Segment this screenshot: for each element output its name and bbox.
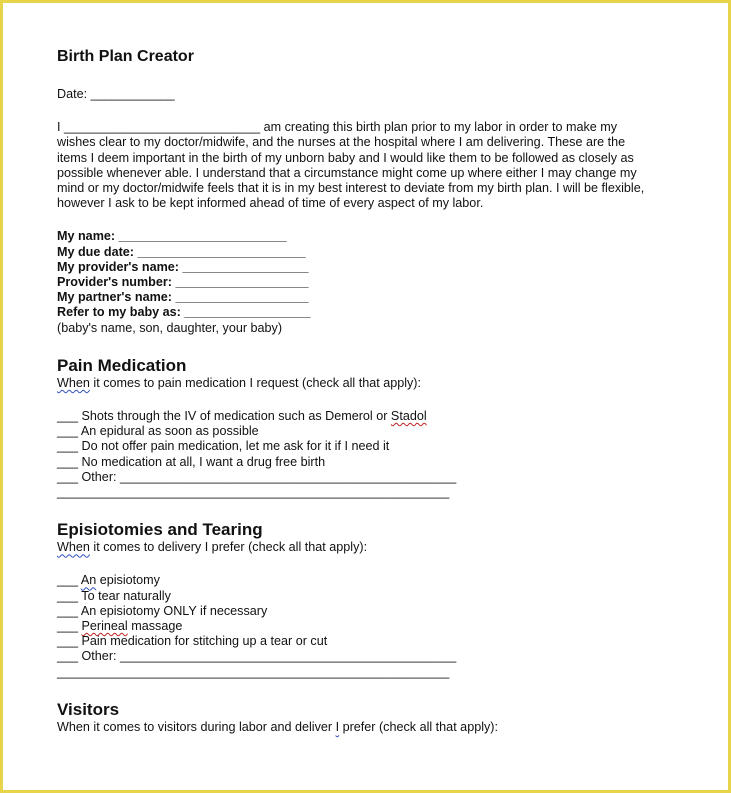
provider-number-field: Provider's number: ___________________ — [57, 275, 309, 290]
prompt-word: When — [57, 375, 90, 390]
pain-medication-heading: Pain Medication — [57, 355, 187, 375]
prompt-rest: it comes to pain medication I request (check all that apply): — [89, 375, 422, 390]
visitors-section — [57, 700, 709, 735]
document-title: Birth Plan Creator — [57, 48, 194, 65]
prompt-word: I — [335, 719, 340, 734]
episiotomy-extra-line: ________________________________________________________ — [57, 664, 450, 679]
name-field: My name: ________________________ — [57, 229, 287, 244]
prompt-word: When — [57, 540, 90, 555]
pain-option-drug-free: ___ No medication at all, I want a drug free birth — [57, 454, 326, 469]
option-tail: Stadol — [390, 409, 427, 424]
episiotomy-option-massage — [57, 619, 709, 634]
episiotomy-heading: Episiotomies and Tearing — [57, 520, 263, 540]
personal-info-fields — [57, 229, 709, 335]
episiotomy-option-tear: ___ To tear naturally — [57, 588, 171, 603]
prompt-rest: prefer (check all that apply): — [339, 719, 498, 734]
episiotomy-option-other: ___ Other: ________________________________________________ — [57, 649, 457, 664]
pain-extra-line: ________________________________________________________ — [57, 485, 450, 500]
pain-option-other: ___ Other: ________________________________________________ — [57, 469, 457, 484]
prompt-start: When it comes to visitors during labor and deliver — [57, 719, 336, 734]
visitors-prompt — [57, 720, 709, 735]
episiotomy-options — [57, 573, 709, 679]
pain-medication-section — [57, 356, 709, 500]
option-blank: ___ — [57, 619, 82, 634]
partner-name-field: My partner's name: ___________________ — [57, 290, 309, 305]
provider-name-field: My provider's name: __________________ — [57, 259, 309, 274]
birth-plan-document — [57, 47, 709, 735]
option-rest: massage — [127, 619, 183, 634]
option-blank: ___ — [57, 573, 81, 588]
baby-reference-field: Refer to my baby as: __________________ — [57, 305, 311, 320]
pain-option-iv — [57, 409, 709, 424]
episiotomy-section — [57, 520, 709, 680]
option-word: An — [80, 573, 97, 588]
episiotomy-option-if-necessary: ___ An episiotomy ONLY if necessary — [57, 603, 268, 618]
option-text: ___ Shots through the IV of medication such as Demerol or — [57, 409, 391, 424]
pain-options — [57, 409, 709, 500]
episiotomy-option-stitching: ___ Pain medication for stitching up a tear or cut — [57, 634, 328, 649]
option-word: Perineal — [81, 619, 128, 634]
pain-option-epidural: ___ An epidural as soon as possible — [57, 424, 259, 439]
pain-option-ask: ___ Do not offer pain medication, let me ask for it if I need it — [57, 439, 390, 454]
due-date-field: My due date: ________________________ — [57, 244, 306, 259]
episiotomy-prompt — [57, 540, 709, 555]
pain-medication-prompt — [57, 376, 709, 391]
date-field: Date: ____________ — [57, 87, 175, 101]
baby-reference-note: (baby's name, son, daughter, your baby) — [57, 320, 283, 335]
option-rest: episiotomy — [96, 573, 160, 588]
episiotomy-option-episiotomy — [57, 573, 709, 588]
intro-paragraph: I ____________________________ am creating this birth plan prior to my labor in order to make my wishes clear to my doctor/midwife, and the nurses at the hospital where I am delivering. These are the items I deem important in the birth of my unborn baby and I would like them to be followed as closely as possible whenever able. I understand that a circumstance might come up where either I may change my mind or my doctor/midwife feels that it is in my best interest to deviate from my birth plan. I will be flexible, however I ask to be kept informed ahead of time of every aspect of my labor. — [57, 120, 645, 211]
prompt-rest: it comes to delivery I prefer (check all that apply): — [89, 540, 368, 555]
visitors-heading: Visitors — [57, 699, 120, 719]
